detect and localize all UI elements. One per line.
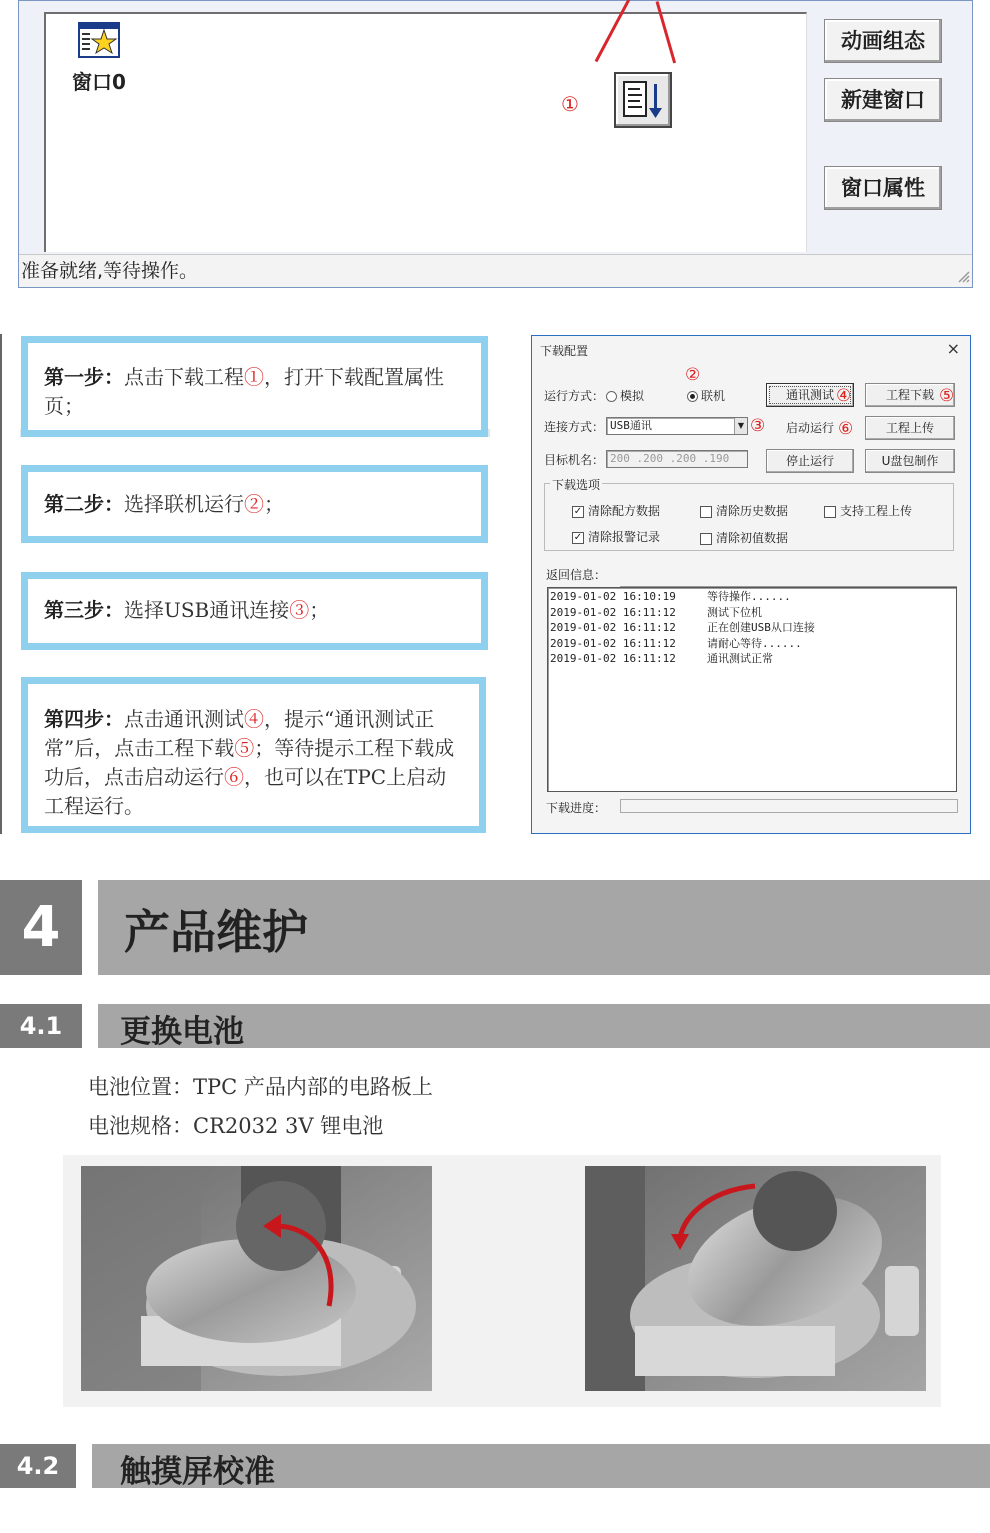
- log-row: [550, 589, 954, 605]
- option-clear-recipe[interactable]: ✓ 清除配方数据: [573, 504, 661, 518]
- option-clear-initial[interactable]: [700, 529, 788, 546]
- chevron-down-icon[interactable]: ▼: [734, 418, 747, 434]
- step-2-marker: ②: [244, 492, 264, 516]
- connect-mode-value: USB通讯: [610, 419, 652, 432]
- return-info-label: 返回信息：: [546, 568, 607, 582]
- usb-pack-button[interactable]: U盘包制作: [865, 449, 955, 473]
- connect-mode-label: 连接方式：: [544, 420, 605, 434]
- option-clear-alarms[interactable]: ✓ 清除报警记录: [573, 530, 661, 544]
- new-window-button[interactable]: 新建窗口: [824, 78, 942, 122]
- step-1-text-a: 点击下载工程: [124, 365, 244, 389]
- target-ip-input[interactable]: 200 .200 .200 .190: [606, 450, 748, 468]
- dialog-marker-6: ⑥: [838, 419, 854, 439]
- step-1-box: [21, 336, 488, 437]
- window-workspace: [44, 12, 807, 252]
- battery-spec: 电池规格：CR2032 3V 锂电池: [88, 1114, 384, 1138]
- log-message: 通讯测试正常: [707, 652, 773, 665]
- log-time: 2019-01-02 16:11:12: [550, 605, 676, 619]
- download-options-title: 下载选项: [552, 478, 601, 492]
- return-info-log[interactable]: [547, 587, 957, 792]
- mode-sim-label: 模拟: [620, 389, 645, 403]
- option-label: 清除初值数据: [716, 531, 789, 545]
- step-4-marker-a: ④: [244, 707, 264, 731]
- close-icon[interactable]: ×: [946, 339, 960, 358]
- start-run-button[interactable]: 启动运行: [785, 421, 834, 435]
- log-message: 请耐心等待......: [707, 636, 802, 650]
- window-star-icon[interactable]: [78, 22, 120, 58]
- download-config-dialog: [531, 335, 971, 834]
- step-1-heading: 第一步：: [44, 365, 124, 389]
- option-clear-history[interactable]: [700, 502, 788, 519]
- log-message: 测试下位机: [707, 605, 762, 619]
- step-4-text-b: ，提示“通讯测试正常”后，点击工程下载: [44, 707, 435, 760]
- log-time: 2019-01-02 16:10:19: [550, 590, 676, 603]
- connect-mode-select[interactable]: [606, 417, 748, 435]
- step-1-marker: ①: [244, 365, 264, 389]
- step-4-text-a: 点击通讯测试: [124, 707, 244, 731]
- step-4-text-d: ，也可以在TPC上启动工程运行。: [44, 765, 447, 818]
- battery-photo-insert: [585, 1166, 926, 1391]
- section-42-title: 触摸屏校准: [120, 1454, 275, 1490]
- section-41-number: 4.1: [0, 1004, 82, 1048]
- option-label: 清除历史数据: [716, 504, 789, 518]
- log-time: 2019-01-02 16:11:12: [550, 652, 676, 665]
- step-3-heading: 第三步：: [44, 598, 124, 622]
- download-progress-label: 下载进度：: [546, 801, 607, 815]
- battery-location: 电池位置：TPC 产品内部的电路板上: [88, 1075, 433, 1099]
- step-3-box: [21, 572, 488, 650]
- mode-online-radio[interactable]: [687, 387, 725, 404]
- resize-grip-icon[interactable]: [956, 268, 970, 282]
- window-icon-label: 窗口0: [72, 70, 126, 94]
- dialog-marker-3: ③: [750, 416, 766, 436]
- target-name-label: 目标机名：: [544, 453, 605, 467]
- status-bar: 准备就绪,等待操作。: [19, 254, 972, 287]
- step-2-heading: 第二步：: [44, 492, 124, 516]
- log-row: [550, 605, 954, 621]
- download-list-icon: [616, 74, 670, 126]
- log-time: 2019-01-02 16:11:12: [550, 621, 676, 634]
- step-4-marker-c: ⑥: [224, 765, 244, 789]
- option-support-upload[interactable]: [824, 502, 912, 519]
- section-4-title: 产品维护: [124, 905, 308, 959]
- option-label: 清除报警记录: [588, 530, 661, 544]
- comm-test-button[interactable]: 通讯测试: [766, 383, 854, 407]
- download-project-button[interactable]: [614, 72, 672, 128]
- log-message: 正在创建USB从口连接: [707, 621, 815, 634]
- mode-sim-radio[interactable]: [606, 387, 644, 404]
- stop-run-button[interactable]: 停止运行: [766, 449, 854, 473]
- step-2-box: [21, 465, 488, 543]
- project-download-button[interactable]: 工程下载: [865, 383, 955, 407]
- step-3-text-b: ；: [309, 598, 330, 622]
- log-row: [550, 651, 954, 667]
- step-4-text-c: ；等待提示工程下载成功后，点击启动运行: [44, 736, 455, 789]
- steps-edge-line: [0, 334, 2, 834]
- project-upload-button[interactable]: 工程上传: [865, 416, 955, 440]
- marker-1: ①: [561, 92, 579, 116]
- log-row: [550, 636, 954, 652]
- step-1-text-b: ，打开下载配置属性页；: [44, 365, 444, 418]
- download-progress-bar: [620, 799, 958, 813]
- option-label: 清除配方数据: [588, 504, 661, 518]
- mode-online-label: 联机: [701, 389, 726, 403]
- step-3-marker: ③: [289, 598, 310, 622]
- step-2-text-a: 选择联机运行: [124, 492, 244, 516]
- log-row: [550, 620, 954, 636]
- section-42-number: 4.2: [0, 1444, 76, 1488]
- log-time: 2019-01-02 16:11:12: [550, 636, 676, 650]
- log-message: 等待操作......: [707, 590, 791, 603]
- dialog-marker-4: ④: [836, 386, 852, 406]
- step-2-text-b: ；: [264, 492, 284, 516]
- battery-photo-remove: [81, 1166, 432, 1391]
- section-4-number: 4: [0, 880, 82, 975]
- run-mode-label: 运行方式：: [544, 389, 605, 403]
- dialog-title: 下载配置: [540, 344, 589, 358]
- window-properties-button[interactable]: 窗口属性: [824, 166, 942, 210]
- animation-config-button[interactable]: 动画组态: [824, 19, 942, 63]
- option-label: 支持工程上传: [840, 504, 913, 518]
- section-41-title: 更换电池: [120, 1014, 244, 1050]
- dialog-marker-2: ②: [685, 365, 701, 385]
- dialog-marker-5: ⑤: [939, 386, 955, 406]
- step-3-text-a: 选择USB通讯连接: [124, 598, 290, 622]
- step-4-heading: 第四步：: [44, 707, 124, 731]
- step-4-box: [21, 677, 486, 833]
- step-4-marker-b: ⑤: [234, 736, 255, 760]
